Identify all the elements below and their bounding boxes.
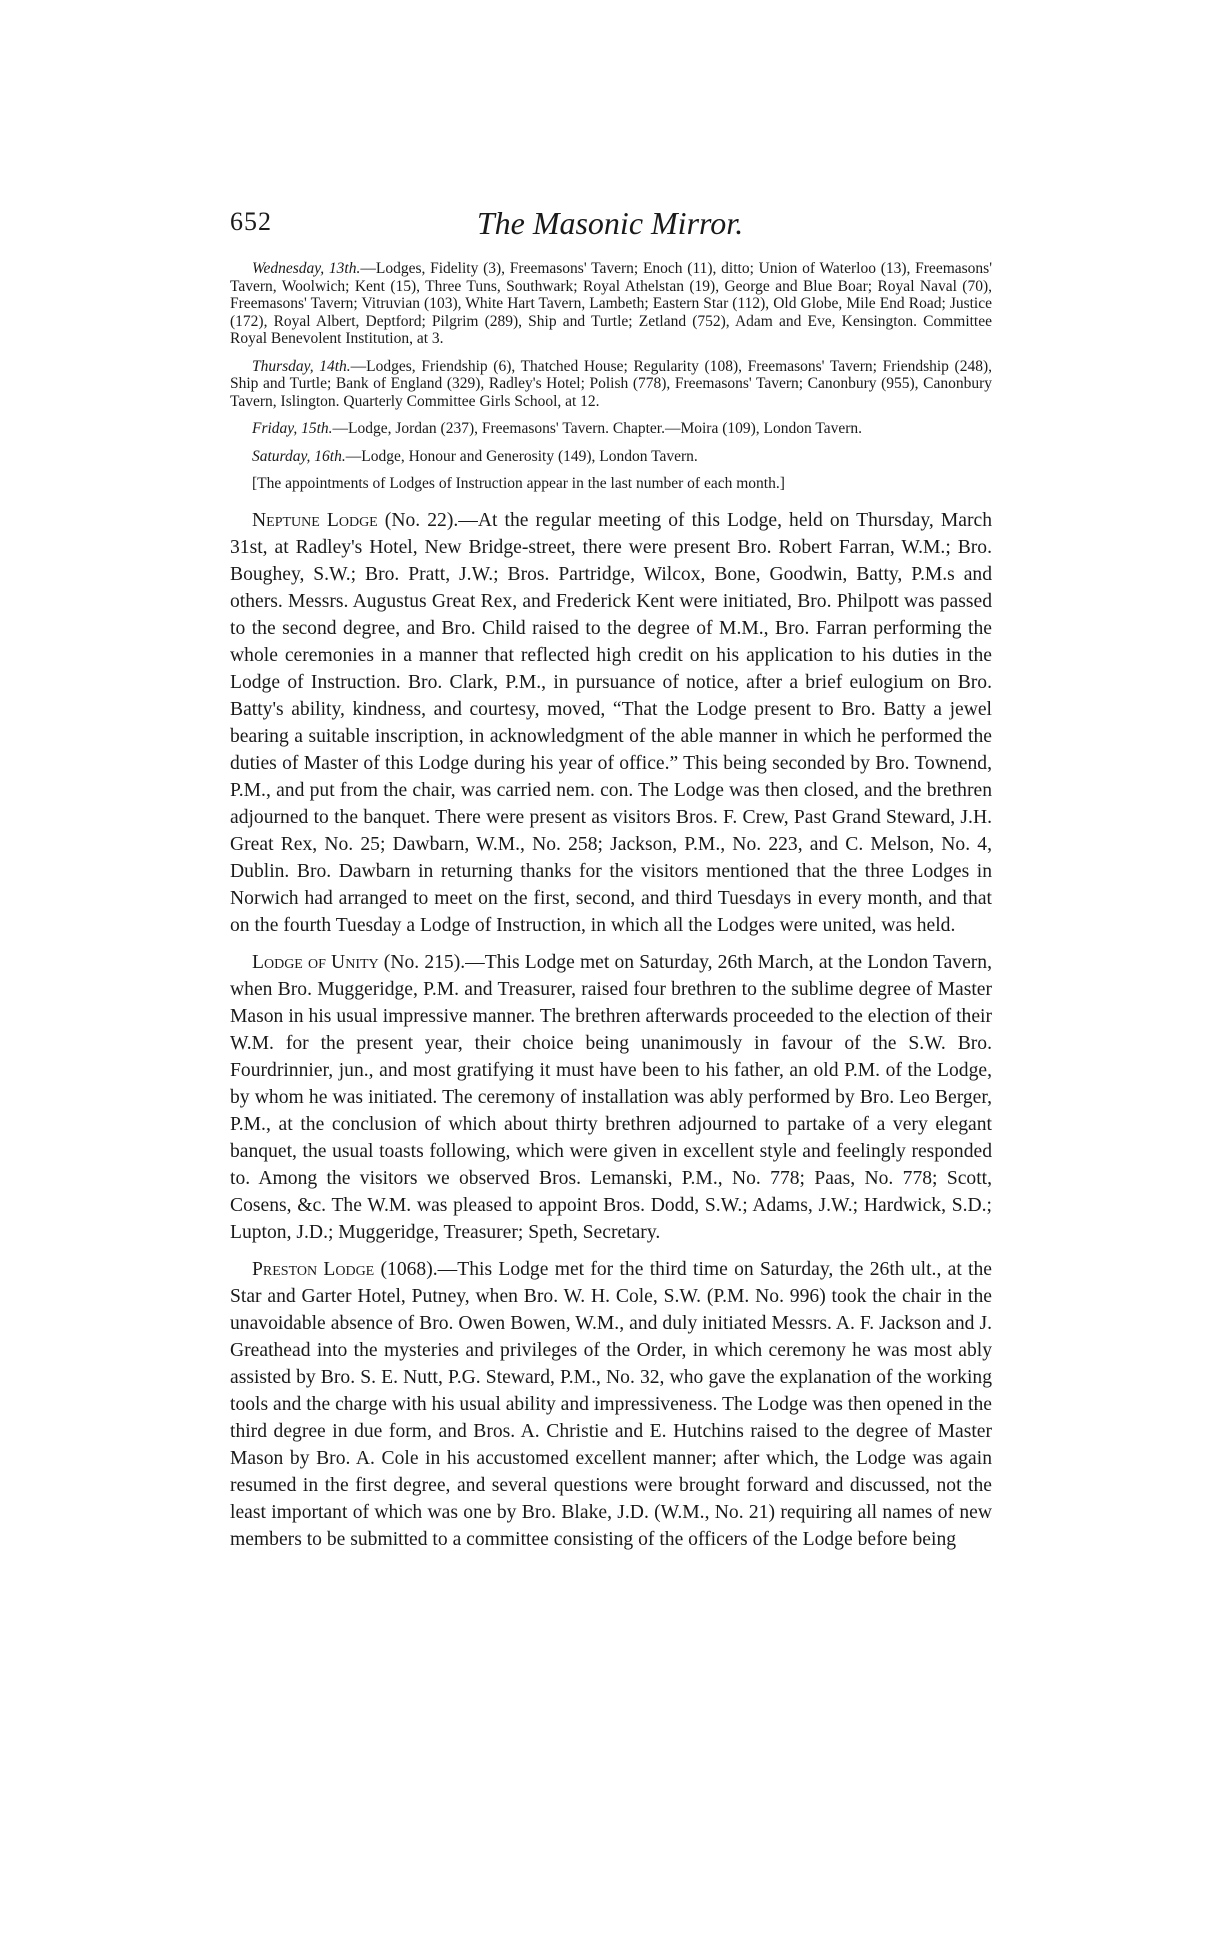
text-column bbox=[230, 260, 992, 1563]
running-title: The Masonic Mirror. bbox=[476, 205, 744, 241]
calendar-entry bbox=[230, 260, 992, 348]
calendar-text: —Lodge, Honour and Generosity (149), London Tavern. bbox=[345, 447, 698, 465]
calendar-text: —Lodge, Jordan (237), Freemasons' Tavern. Chapter.—Moira (109), London Tavern. bbox=[332, 420, 863, 437]
lodge-name: Preston Lodge bbox=[252, 1259, 375, 1280]
report-text: (No. 215).—This Lodge met on Saturday, 26th March, at the London Tavern, when Bro. Muggeridge, P.M. and Treasurer, raised four brethren to the sublime degree of Master Mason in his usual impressive manner. The brethren afterwards proceeded to the election of their W.M. for the present year, their choice being unanimously in favour of the S.W. Bro. Fourdrinnier, jun., and most gratifying it must have been to his father, an old P.M. of the Lodge, by whom he was initiated. The ceremony of installation was ably performed by Bro. Leo Berger, P.M., at the conclusion of which about thirty brethren adjourned to partake of a very elegant banquet, the usual toasts following, which were given in excellent style and feelingly responded to. Among the visitors we observed Bros. Lemanski, P.M., No. 778; Paas, No. 778; Scott, Cosens, &c. The W.M. was pleased to appoint Bros. Dodd, S.W.; Adams, J.W.; Hardwick, S.D.; Lupton, J.D.; Muggeridge, Treasurer; Speth, Secretary. bbox=[230, 952, 992, 1243]
lodge-reports bbox=[230, 507, 992, 1553]
lodge-name: Neptune Lodge bbox=[252, 510, 378, 531]
calendar-entry bbox=[230, 358, 992, 411]
calendar-text: —Lodges, Fidelity (3), Freemasons' Tavern; Enoch (11), ditto; Union of Waterloo (13), Freemasons' Tavern, Woolwich; Kent (15), Three Tuns, Southwark; Royal Athelstan (19), George and Blue Boar; Royal Naval (70), Freemasons' Tavern; Vitruvian (103), White Hart Tavern, Lambeth; Eastern Star (112), Old Globe, Mile End Road; Justice (172), Royal Albert, Deptford; Pilgrim (289), Ship and Turtle; Zetland (752), Adam and Eve, Kensington. Committee Royal Benevolent Institution, at 3. bbox=[230, 260, 992, 347]
page-header bbox=[230, 205, 990, 249]
calendar-entry bbox=[230, 448, 992, 466]
instruction-note: [The appointments of Lodges of Instruction appear in the last number of each month.] bbox=[252, 475, 785, 492]
calendar-day: Wednesday, 13th. bbox=[252, 260, 361, 277]
report-unity bbox=[230, 949, 992, 1246]
lodge-calendar bbox=[230, 260, 992, 465]
report-neptune bbox=[230, 507, 992, 939]
report-text: (1068).—This Lodge met for the third time on Saturday, the 26th ult., at the Star and Garter Hotel, Putney, when Bro. W. H. Cole, S.W. (P.M. No. 996) took the chair in the unavoidable absence of Bro. Owen Bowen, W.M., and duly initiated Messrs. A. F. Jackson and J. Greathead into the mysteries and privileges of the Order, in which ceremony he was most ably assisted by Bro. S. E. Nutt, P.G. Steward, P.M., No. 32, who gave the explanation of the working tools and the charge with his usual ability and impressiveness. The Lodge was then opened in the third degree in due form, and Bros. A. Christie and E. Hutchins raised to the degree of Master Mason by Bro. A. Cole in his accustomed excellent manner; after which, the Lodge was again resumed in the first degree, and several questions were brought forward and discussed, not the least important of which was one by Bro. Blake, J.D. (W.M., No. 21) requiring all names of new members to be submitted to a committee consisting of the officers of the Lodge before being bbox=[230, 1259, 992, 1550]
lodge-name: Lodge of Unity bbox=[252, 952, 379, 973]
calendar-text: —Lodges, Friendship (6), Thatched House; Regularity (108), Freemasons' Tavern; Friendship (248), Ship and Turtle; Bank of England (329), Radley's Hotel; Polish (778), Freemasons' Tavern; Canonbury (955), Canonbury Tavern, Islington. Quarterly Committee Girls School, at 12. bbox=[230, 357, 993, 410]
calendar-entry bbox=[230, 420, 992, 438]
calendar-day: Saturday, 16th. bbox=[252, 447, 346, 465]
report-preston bbox=[230, 1256, 992, 1553]
calendar-day: Thursday, 14th. bbox=[252, 357, 351, 375]
calendar-day: Friday, 15th. bbox=[252, 420, 333, 437]
report-text: (No. 22).—At the regular meeting of this Lodge, held on Thursday, March 31st, at Radley's Hotel, New Bridge-street, there were present Bro. Robert Farran, W.M.; Bro. Boughey, S.W.; Bro. Pratt, J.W.; Bros. Partridge, Wilcox, Bone, Goodwin, Batty, P.M.s and others. Messrs. Augustus Great Rex, and Frederick Kent were initiated, Bro. Philpott was passed to the second degree, and Bro. Child raised to the degree of M.M., Bro. Farran performing the whole ceremonies in a manner that reflected high credit on his application to his duties in the Lodge of Instruction. Bro. Clark, P.M., in pursuance of notice, after a brief eulogium on Bro. Batty's ability, kindness, and courtesy, moved, “That the Lodge present to Bro. Batty a jewel bearing a suitable inscription, in acknowledgment of the able manner in which he performed the duties of Master of this Lodge during his year of office.” This being seconded by Bro. Townend, P.M., and put from the chair, was carried nem. con. The Lodge was then closed, and the brethren adjourned to the banquet. There were present as visitors Bros. F. Crew, Past Grand Steward, J.H. Great Rex, No. 25; Dawbarn, W.M., No. 258; Jackson, P.M., No. 223, and C. Melson, No. 4, Dublin. Bro. Dawbarn in returning thanks for the visitors mentioned that the three Lodges in Norwich had arranged to meet on the first, second, and third Tuesdays in every month, and that on the fourth Tuesday a Lodge of Instruction, in which all the Lodges were united, was held. bbox=[230, 510, 992, 936]
page-number: 652 bbox=[230, 207, 272, 236]
